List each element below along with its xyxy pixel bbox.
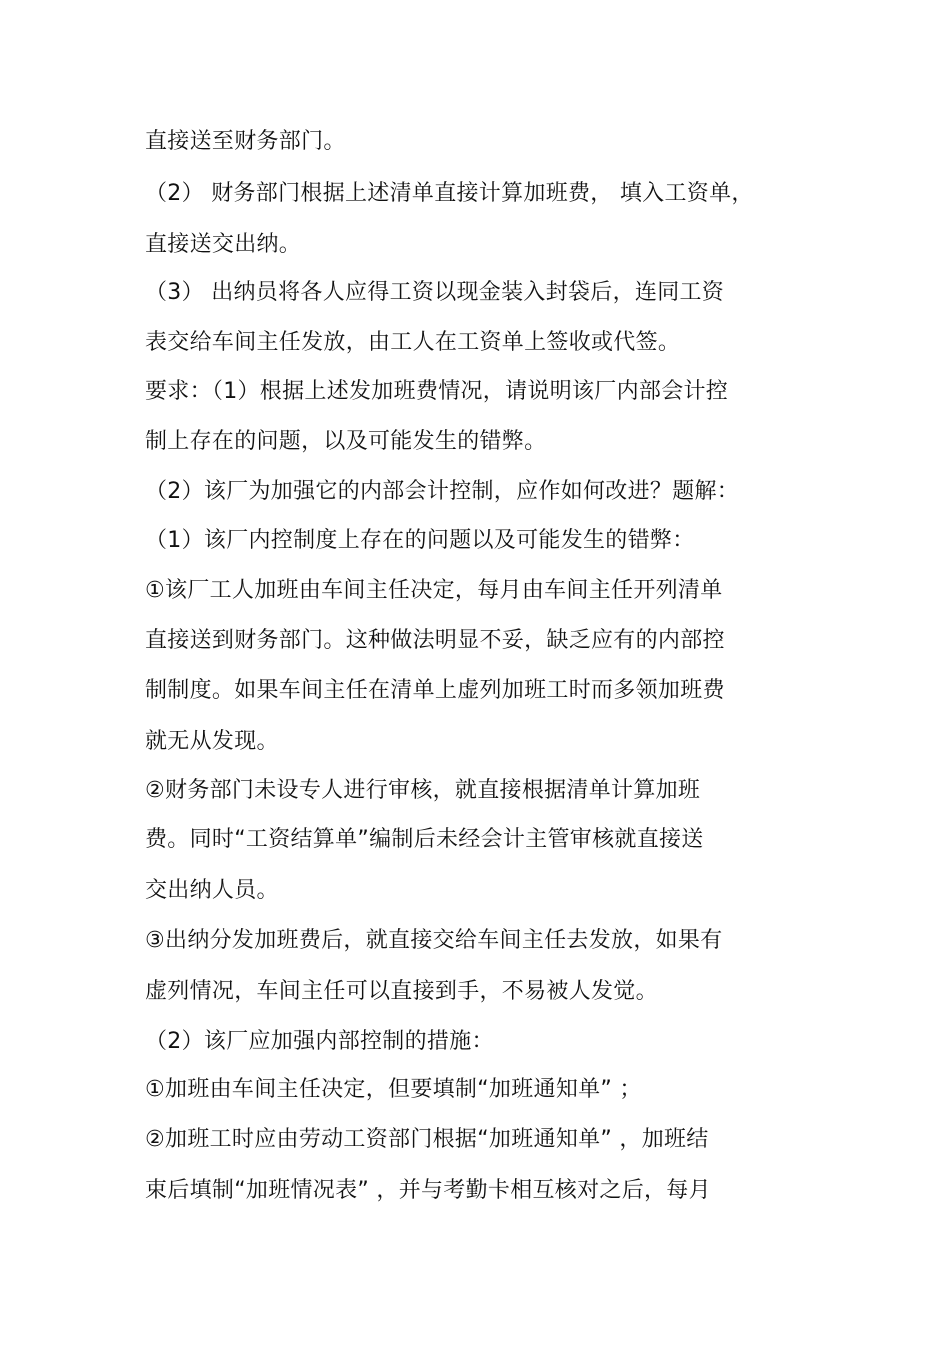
text-line: 虚列情况，车间主任可以直接到手，不易被人发觉。: [145, 979, 658, 1004]
text-line: 费。同时“工资结算单”编制后未经会计主管审核就直接送: [145, 827, 704, 852]
text-line: ②加班工时应由劳动工资部门根据“加班通知单” ，加班结: [145, 1127, 709, 1152]
text-line: （2） 财务部门根据上述清单直接计算加班费， 填入工资单，: [145, 181, 754, 206]
text-line: （1）该厂内控制度上存在的问题以及可能发生的错弊：: [145, 528, 695, 553]
text-line: 要求：（1）根据上述发加班费情况，请说明该厂内部会计控: [145, 379, 729, 404]
text-line: 束后填制“加班情况表” ，并与考勤卡相互核对之后，每月: [145, 1178, 711, 1203]
text-line: 表交给车间主任发放，由工人在工资单上签收或代签。: [145, 330, 681, 355]
text-line: ①加班由车间主任决定，但要填制“加班通知单” ；: [145, 1077, 642, 1102]
text-line: ①该厂工人加班由车间主任决定，每月由车间主任开列清单: [145, 578, 723, 603]
text-line: 直接送至财务部门。: [145, 129, 346, 154]
text-line: （3） 出纳员将各人应得工资以现金装入封袋后，连同工资: [145, 280, 725, 305]
text-line: 制制度。如果车间主任在清单上虚列加班工时而多领加班费: [145, 678, 725, 703]
text-line: （2）该厂应加强内部控制的措施：: [145, 1029, 494, 1054]
text-line: 就无从发现。: [145, 729, 279, 754]
text-line: 直接送到财务部门。这种做法明显不妥，缺乏应有的内部控: [145, 628, 725, 653]
text-line: （2）该厂为加强它的内部会计控制，应作如何改进？题解：: [145, 479, 740, 504]
text-line: ③出纳分发加班费后，就直接交给车间主任去发放，如果有: [145, 928, 723, 953]
text-line: 制上存在的问题，以及可能发生的错弊。: [145, 429, 547, 454]
text-line: ②财务部门未设专人进行审核，就直接根据清单计算加班: [145, 778, 701, 803]
text-line: 直接送交出纳。: [145, 232, 302, 257]
text-line: 交出纳人员。: [145, 878, 279, 903]
